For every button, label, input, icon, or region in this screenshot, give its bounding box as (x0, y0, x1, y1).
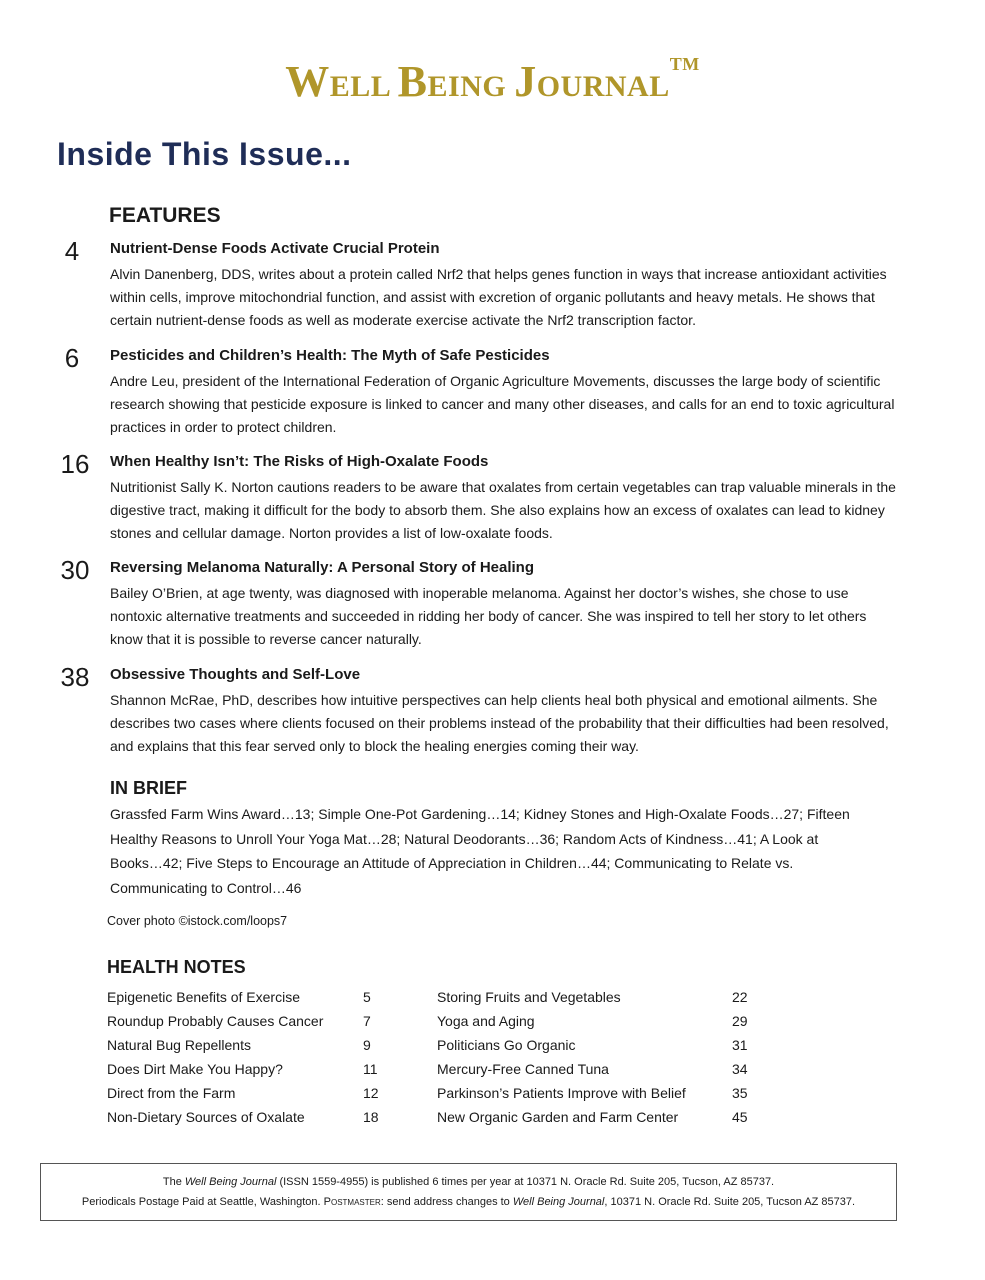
feature-page-number: 4 (64, 236, 80, 266)
health-note-page: 34 (732, 1061, 748, 1077)
health-note-title: Non-Dietary Sources of Oxalate (107, 1109, 305, 1125)
health-note-title: New Organic Garden and Farm Center (437, 1109, 679, 1125)
in-brief-text: Grassfed Farm Wins Award…13; Simple One-Pot Gardening…14; Kidney Stones and High-Oxalate Foods…27; Fifteen Healthy Reasons to Unroll Your Yoga Mat…28; Natural Deodorants…36; Random Acts of Kindness…41; A Look at Books…42; Five Steps to Encourage an Attitude of Appreciation in Children…44; Communicating to Relate vs. Communicating to Control…46 (110, 806, 850, 896)
footer-postmaster: Postmaster (323, 1196, 381, 1208)
publication-footer (40, 1163, 897, 1221)
masthead-b: B (397, 57, 428, 106)
health-note-page: 29 (732, 1013, 748, 1029)
health-note-page: 11 (363, 1061, 378, 1077)
feature-description: Alvin Danenberg, DDS, writes about a protein called Nrf2 that helps genes function in ways that increase antioxidant activities within cells, improve mitochondrial function, and assist with excretion of organic pollutants and heavy metals. He shows that certain nutrient-dense foods as well as moderate exercise activate the Nrf2 transcription factor. (110, 266, 887, 328)
footer-text: : send address changes to (380, 1196, 513, 1208)
footer-line-2 (41, 1192, 896, 1212)
feature-title: Pesticides and Children’s Health: The Myth of Safe Pesticides (110, 347, 550, 364)
health-notes-heading: HEALTH NOTES (107, 957, 246, 977)
feature-page-number: 16 (60, 449, 90, 479)
health-note-title: Roundup Probably Causes Cancer (107, 1013, 324, 1029)
health-note-title: Yoga and Aging (437, 1013, 535, 1029)
health-note-title: Mercury-Free Canned Tuna (437, 1061, 609, 1077)
health-note-page: 45 (732, 1109, 748, 1125)
masthead-w: W (285, 57, 330, 106)
health-note-page: 31 (732, 1037, 748, 1053)
features-heading: FEATURES (109, 204, 221, 227)
health-note-page: 18 (363, 1109, 379, 1125)
feature-description: Shannon McRae, PhD, describes how intuitive perspectives can help clients heal both physical and emotional ailments. She describes two cases where clients focused on their problems instead of the probability that their difficulties had been resolved, and explains that this fear served only to block the healing energies coming their way. (110, 692, 889, 754)
health-note-page: 7 (363, 1013, 371, 1029)
feature-title: Nutrient-Dense Foods Activate Crucial Protein (110, 240, 440, 257)
footer-journal-name: Well Being Journal (512, 1196, 605, 1208)
health-note-title: Does Dirt Make You Happy? (107, 1061, 283, 1077)
feature-title: Obsessive Thoughts and Self-Love (110, 666, 361, 683)
feature-page-number: 30 (60, 555, 90, 585)
feature-description: Bailey O’Brien, at age twenty, was diagnosed with inoperable melanoma. Against her doctor’s wishes, she chose to use nontoxic alternative treatments and succeeded in ridding her body of cancer. She was inspired to tell her story to let others know that it is possible to reverse cancer naturally. (110, 585, 867, 647)
footer-text: (ISSN 1559-4955) is published 6 times per year at 10371 N. Oracle Rd. Suite 205, Tucson, AZ 85737. (276, 1176, 775, 1188)
health-note-title: Epigenetic Benefits of Exercise (107, 989, 300, 1005)
health-note-page: 12 (363, 1085, 379, 1101)
in-brief-heading: IN BRIEF (110, 778, 188, 798)
health-note-title: Natural Bug Repellents (107, 1037, 251, 1053)
feature-description: Nutritionist Sally K. Norton cautions readers to be aware that oxalates from certain vegetables can trap valuable minerals in the digestive tract, making it difficult for the body to absorb them. She also explains how an excess of oxalates can lead to kidney stones and cellular damage. Norton provides a list of low-oxalate foods. (110, 479, 896, 541)
footer-line-1 (41, 1172, 896, 1192)
footer-text: Periodicals Postage Paid at Seattle, Washington. (81, 1196, 324, 1208)
trademark-mark: TM (669, 54, 700, 74)
cover-photo-credit: Cover photo ©istock.com/loops7 (107, 914, 288, 928)
masthead-j: J (514, 57, 537, 106)
masthead-ell: ELL (329, 70, 390, 103)
masthead-ournal: OURNAL (536, 70, 670, 103)
feature-page-number: 38 (60, 662, 90, 692)
health-note-page: 9 (363, 1037, 371, 1053)
feature-title: Reversing Melanoma Naturally: A Personal Story of Healing (110, 559, 534, 576)
page-title: Inside This Issue... (57, 136, 352, 172)
footer-text: , 10371 N. Oracle Rd. Suite 205, Tucson AZ 85737. (604, 1196, 856, 1208)
health-note-title: Storing Fruits and Vegetables (437, 989, 621, 1005)
feature-title: When Healthy Isn’t: The Risks of High-Oxalate Foods (110, 453, 489, 470)
health-note-title: Politicians Go Organic (437, 1037, 576, 1053)
health-note-page: 22 (732, 989, 748, 1005)
health-note-page: 5 (363, 989, 371, 1005)
health-note-page: 35 (732, 1085, 748, 1101)
feature-description: Andre Leu, president of the International Federation of Organic Agriculture Movements, discusses the large body of scientific research showing that pesticide exposure is linked to cancer and many other diseases, and calls for an end to toxic agricultural practices in order to protect children. (110, 373, 895, 435)
feature-page-number: 6 (64, 343, 80, 373)
footer-text: The (162, 1176, 185, 1188)
health-note-title: Parkinson’s Patients Improve with Belief (437, 1085, 686, 1101)
masthead-eing: EING (427, 70, 507, 103)
footer-journal-name: Well Being Journal (184, 1176, 277, 1188)
health-note-title: Direct from the Farm (107, 1085, 236, 1101)
journal-masthead (0, 56, 985, 107)
